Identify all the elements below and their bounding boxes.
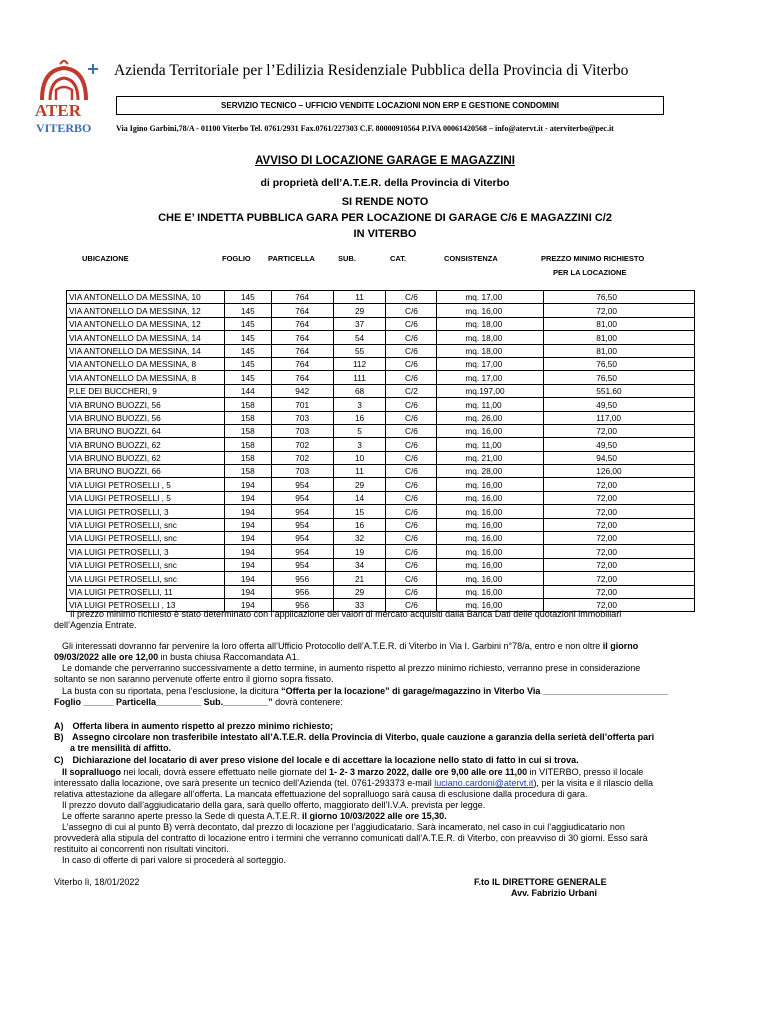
cell-prezzo: 551.60 [544,384,695,397]
cell-sub: 11 [333,465,386,478]
paragraph-envelope [62,686,668,697]
cell-foglio: 158 [224,424,271,437]
paragraph-late: Le domande che perverranno successivamente a detto termine, in aumento rispetto al prezzo minimo richiesto, verranno prese in considerazione [62,663,641,673]
paragraph-inspection-2 [54,778,653,789]
cell-cat: C/6 [386,331,437,344]
notice-heading-3: IN VITERBO [353,228,417,240]
cell-ubicazione: VIA ANTONELLO DA MESSINA, 8 [67,357,225,370]
cell-prezzo: 126,00 [544,465,695,478]
cell-sub: 10 [333,451,386,464]
cell-foglio: 158 [224,438,271,451]
technician-email-link[interactable]: luciano.cardoni@atervt.it [434,778,534,788]
cell-ubicazione: VIA LUIGI PETROSELLI, 3 [67,545,225,558]
cell-prezzo: 81,00 [544,317,695,330]
cell-consistenza: mq. 18,00 [437,317,544,330]
cell-cat: C/6 [386,438,437,451]
deadline-text-2: in busta chiusa Raccomandata A1. [160,652,300,662]
opening-text: Le offerte saranno aperte presso la Sede di questa A.T.E.R. [62,811,300,821]
cell-sub: 11 [333,291,386,304]
cell-prezzo: 49,50 [544,438,695,451]
contact-address: Via Igino Garbini,78/A - 01100 Viterbo Tel. 0761/2931 Fax.0761/227303 C.F. 80000910564 P.IVA 00061420568 – info@atervt.it - aterviterbo@pec.it [116,124,614,133]
col-header-cat: CAT. [390,254,407,263]
table-row [67,572,695,585]
deadline-text: Gli interessati dovranno far pervenire la loro offerta all’Ufficio Protocollo dell’A.T.E.R. di Viterbo in Via I. Garbini n°78/a, entro e non oltre [62,641,601,651]
cell-consistenza: mq. 16,00 [437,505,544,518]
cell-cat: C/6 [386,371,437,384]
cell-cat: C/6 [386,304,437,317]
cell-cat: C/6 [386,545,437,558]
logo-text-viterbo: VITERBO [36,121,92,134]
cell-cat: C/6 [386,451,437,464]
cell-cat: C/6 [386,491,437,504]
cell-sub: 29 [333,585,386,598]
cell-foglio: 145 [224,357,271,370]
cell-prezzo: 72,00 [544,304,695,317]
logo-text-ater: ATER [35,101,81,120]
cell-cat: C/6 [386,411,437,424]
cell-particella: 954 [271,518,333,531]
paragraph-opening [62,811,447,822]
cell-ubicazione: P.LE DEI BUCCHERI, 9 [67,384,225,397]
list-marker-b: B) [54,732,64,742]
cell-consistenza: mq. 17,00 [437,357,544,370]
cell-sub: 54 [333,331,386,344]
table-row [67,317,695,330]
cell-consistenza: mq. 16,00 [437,545,544,558]
cell-prezzo: 49,50 [544,398,695,411]
table-row [67,465,695,478]
cell-ubicazione: VIA LUIGI PETROSELLI, snc [67,532,225,545]
col-header-prezzo-2: PER LA LOCAZIONE [553,268,627,277]
list-marker-a: A) [54,721,64,731]
cell-sub: 14 [333,491,386,504]
cell-sub: 33 [333,598,386,611]
cell-ubicazione: VIA BRUNO BUOZZI, 66 [67,465,225,478]
envelope-fields: Foglio ______ Particella_________ Sub._________” [54,697,273,707]
cell-consistenza: mq. 16,00 [437,598,544,611]
cell-particella: 954 [271,545,333,558]
cell-particella: 702 [271,451,333,464]
cell-foglio: 145 [224,331,271,344]
cell-sub: 111 [333,371,386,384]
cell-prezzo: 72,00 [544,572,695,585]
cell-ubicazione: VIA ANTONELLO DA MESSINA, 12 [67,304,225,317]
cell-sub: 19 [333,545,386,558]
cell-sub: 15 [333,505,386,518]
cell-foglio: 194 [224,598,271,611]
table-row [67,478,695,491]
table-row [67,438,695,451]
table-row [67,505,695,518]
table-row [67,558,695,571]
list-text-b-2: a tre mensilità di affitto. [70,743,172,753]
cell-prezzo: 76,50 [544,291,695,304]
cell-particella: 703 [271,465,333,478]
cell-particella: 954 [271,532,333,545]
cell-particella: 702 [271,438,333,451]
cell-consistenza: mq. 16,00 [437,478,544,491]
cell-consistenza: mq. 26,00 [437,411,544,424]
inspection-text-2: in VITERBO, presso il locale [529,767,644,777]
cell-ubicazione: VIA LUIGI PETROSELLI, 3 [67,505,225,518]
table-row [67,384,695,397]
cell-foglio: 194 [224,518,271,531]
cell-ubicazione: VIA BRUNO BUOZZI, 62 [67,438,225,451]
cell-consistenza: mq. 16,00 [437,572,544,585]
cell-ubicazione: VIA ANTONELLO DA MESSINA, 8 [67,371,225,384]
cell-consistenza: mq. 16,00 [437,304,544,317]
cell-particella: 954 [271,491,333,504]
cell-foglio: 145 [224,304,271,317]
cell-sub: 3 [333,398,386,411]
price-note-2: dell’Agenzia Entrate. [54,620,137,630]
cell-ubicazione: VIA BRUNO BUOZZI, 62 [67,451,225,464]
cell-cat: C/6 [386,291,437,304]
inspection-text-4: ), per la visita e il rilascio della [533,778,653,788]
list-item-b [54,732,654,743]
cell-prezzo: 72,00 [544,505,695,518]
paragraph-price-vat: Il prezzo dovuto dall’aggiudicatario della gara, sarà quello offerto, maggiorato dell’I.V.A. prevista per legge. [62,800,486,810]
inspection-text: nei locali, dovrà essere effettuato nelle giornate del [123,767,327,777]
table-row [67,291,695,304]
list-text-c: Dichiarazione del locatario di aver preso visione del locale e di accettare la locazione nello stato di fatto in cui si trova. [72,755,579,765]
table-row [67,411,695,424]
paragraph-inspection-3: relativa attestazione da allegare all’offerta. La mancata effettuazione del sopralluogo sarà causa di esclusione dalla procedura di gara. [54,789,588,799]
cell-prezzo: 72,00 [544,518,695,531]
ater-logo-emblem [34,60,102,134]
cell-cat: C/6 [386,478,437,491]
cell-foglio: 158 [224,411,271,424]
cell-cat: C/6 [386,585,437,598]
cell-ubicazione: VIA BRUNO BUOZZI, 56 [67,411,225,424]
cell-particella: 956 [271,585,333,598]
cell-prezzo: 72,00 [544,585,695,598]
table-row [67,545,695,558]
cell-cat: C/6 [386,558,437,571]
cell-ubicazione: VIA ANTONELLO DA MESSINA, 12 [67,317,225,330]
price-note: Il prezzo minimo richiesto è stato determinato con l’applicazione dei valori di mercato acquisiti dalla Banca Dati delle quotazioni immobiliari [70,609,622,619]
table-row [67,424,695,437]
cell-prezzo: 76,50 [544,357,695,370]
cell-particella: 703 [271,424,333,437]
cell-sub: 21 [333,572,386,585]
cell-prezzo: 72,00 [544,558,695,571]
cell-particella: 764 [271,304,333,317]
cell-foglio: 194 [224,532,271,545]
cell-consistenza: mq. 16,00 [437,585,544,598]
cell-foglio: 194 [224,478,271,491]
notice-heading-2: CHE E’ INDETTA PUBBLICA GARA PER LOCAZIONE DI GARAGE C/6 E MAGAZZINI C/2 [158,212,612,224]
table-row [67,491,695,504]
inspection-text-3: interessato dalla locazione, ove sarà presente un tecnico dell’Azienda (tel. 0761-293373 e-mail [54,778,432,788]
cell-ubicazione: VIA LUIGI PETROSELLI , 5 [67,491,225,504]
cell-cat: C/6 [386,465,437,478]
envelope-label: “Offerta per la locazione” di garage/magazzino in Viterbo Via _________________________ [281,686,669,696]
signature-title: F.to IL DIRETTORE GENERALE [474,877,607,887]
cell-consistenza: mq. 11,00 [437,438,544,451]
cell-prezzo: 76,50 [544,371,695,384]
envelope-text: La busta con su riportata, pena l’esclusione, la dicitura [62,686,279,696]
cell-ubicazione: VIA LUIGI PETROSELLI, snc [67,518,225,531]
cell-particella: 954 [271,478,333,491]
table-row [67,331,695,344]
opening-date: il giorno 10/03/2022 alle ore 15,30. [302,811,447,821]
cell-ubicazione: VIA BRUNO BUOZZI, 64 [67,424,225,437]
cell-ubicazione: VIA ANTONELLO DA MESSINA, 14 [67,344,225,357]
cell-foglio: 194 [224,558,271,571]
notice-heading-1: SI RENDE NOTO [341,196,429,208]
cell-prezzo: 72,00 [544,478,695,491]
cell-particella: 764 [271,357,333,370]
paragraph-inspection [62,767,643,778]
cell-particella: 764 [271,344,333,357]
cell-particella: 764 [271,317,333,330]
cell-cat: C/6 [386,532,437,545]
cell-particella: 942 [271,384,333,397]
cell-foglio: 194 [224,491,271,504]
cell-foglio: 194 [224,572,271,585]
notice-title: AVVISO DI LOCAZIONE GARAGE E MAGAZZINI [255,155,515,167]
cell-consistenza: mq. 18,00 [437,331,544,344]
cell-foglio: 194 [224,545,271,558]
table-row [67,585,695,598]
cell-consistenza: mq. 11,00 [437,398,544,411]
cell-foglio: 144 [224,384,271,397]
col-header-ubicazione: UBICAZIONE [82,254,129,263]
cell-consistenza: mq. 16,00 [437,532,544,545]
cell-consistenza: mq. 28,00 [437,465,544,478]
table-row [67,451,695,464]
cell-ubicazione: VIA LUIGI PETROSELLI, snc [67,558,225,571]
cell-consistenza: mq. 16,00 [437,491,544,504]
paragraph-deadline-2 [54,652,299,663]
cell-foglio: 194 [224,505,271,518]
table-row [67,398,695,411]
cell-ubicazione: VIA BRUNO BUOZZI, 56 [67,398,225,411]
cell-consistenza: mq. 16,00 [437,518,544,531]
table-row [67,357,695,370]
cell-consistenza: mq. 16,00 [437,424,544,437]
properties-table-body [67,291,695,612]
col-header-particella: PARTICELLA [268,254,315,263]
paragraph-cheque-3: restituito ai concorrenti non risultati vincitori. [54,844,229,854]
organization-title: Azienda Territoriale per l’Edilizia Residenziale Pubblica della Provincia di Viterbo [114,62,629,79]
cell-cat: C/6 [386,357,437,370]
cell-particella: 764 [271,371,333,384]
paragraph-deadline [62,641,742,652]
paragraph-cheque-2: provvederà alla stipula del contratto di locazione entro i termini che verranno comunicati dall’A.T.E.R. di Viterbo, con preavviso di 30 giorni. Esso sarà [54,833,648,843]
cell-foglio: 158 [224,465,271,478]
table-row [67,532,695,545]
list-item-a [54,721,333,732]
cell-cat: C/6 [386,317,437,330]
cell-foglio: 145 [224,371,271,384]
cell-sub: 55 [333,344,386,357]
cell-sub: 16 [333,411,386,424]
cell-particella: 703 [271,411,333,424]
cell-sub: 5 [333,424,386,437]
cell-cat: C/2 [386,384,437,397]
cell-prezzo: 94,50 [544,451,695,464]
cell-ubicazione: VIA ANTONELLO DA MESSINA, 14 [67,331,225,344]
paragraph-late-2: soltanto se non saranno pervenute offerte entro il giorno sopra fissato. [54,674,334,684]
list-marker-c: C) [54,755,64,765]
cell-sub: 34 [333,558,386,571]
document-date: Viterbo lì, 18/01/2022 [54,877,140,887]
cell-foglio: 145 [224,291,271,304]
cell-prezzo: 72,00 [544,532,695,545]
cell-prezzo: 72,00 [544,598,695,611]
paragraph-draw: In caso di offerte di pari valore si procederà al sorteggio. [62,855,286,865]
cell-cat: C/6 [386,424,437,437]
cell-prezzo: 72,00 [544,545,695,558]
envelope-text-2: dovrà contenere: [275,697,343,707]
ater-logo [34,60,102,134]
cell-consistenza: mq. 17,00 [437,291,544,304]
cell-prezzo: 72,00 [544,491,695,504]
cell-sub: 3 [333,438,386,451]
cell-prezzo: 81,00 [544,331,695,344]
service-banner: SERVIZIO TECNICO – UFFICIO VENDITE LOCAZIONI NON ERP E GESTIONE CONDOMINI [116,96,664,115]
col-header-foglio: FOGLIO [222,254,251,263]
cell-cat: C/6 [386,505,437,518]
deadline-label: il giorno [602,641,639,651]
paragraph-envelope-2 [54,697,343,708]
cell-foglio: 145 [224,317,271,330]
list-text-b: Assegno circolare non trasferibile intestato all’A.T.E.R. della Provincia di Viterbo, quale cauzione a garanzia della serietà dell’offerta pari [72,732,655,742]
cell-sub: 29 [333,478,386,491]
cell-sub: 32 [333,532,386,545]
cell-cat: C/6 [386,572,437,585]
inspection-dates: 1- 2- 3 marzo 2022, dalle ore 9,00 alle ore 11,00 [329,767,528,777]
cell-particella: 701 [271,398,333,411]
cell-ubicazione: VIA LUIGI PETROSELLI, snc [67,572,225,585]
cell-foglio: 194 [224,585,271,598]
list-item-c [54,755,579,766]
cell-sub: 112 [333,357,386,370]
cell-sub: 68 [333,384,386,397]
cell-ubicazione: VIA LUIGI PETROSELLI, 11 [67,585,225,598]
cell-foglio: 158 [224,451,271,464]
inspection-label: Il sopralluogo [62,767,122,777]
col-header-sub: SUB. [338,254,356,263]
cell-particella: 954 [271,505,333,518]
col-header-prezzo: PREZZO MINIMO RICHIESTO [541,254,645,263]
cell-foglio: 145 [224,344,271,357]
cell-consistenza: mq.197,00 [437,384,544,397]
cell-consistenza: mq. 18,00 [437,344,544,357]
cell-particella: 764 [271,291,333,304]
cell-prezzo: 81,00 [544,344,695,357]
cell-particella: 956 [271,572,333,585]
cell-cat: C/6 [386,398,437,411]
cell-sub: 16 [333,518,386,531]
deadline-date: 09/03/2022 alle ore 12,00 [54,652,159,662]
cell-particella: 956 [271,598,333,611]
cell-cat: C/6 [386,344,437,357]
cell-cat: C/6 [386,598,437,611]
cell-ubicazione: VIA LUIGI PETROSELLI , 5 [67,478,225,491]
cell-consistenza: mq. 16,00 [437,558,544,571]
cell-ubicazione: VIA LUIGI PETROSELLI , 13 [67,598,225,611]
cell-cat: C/6 [386,518,437,531]
table-row [67,344,695,357]
signature-name: Avv. Fabrizio Urbani [511,888,598,898]
cell-sub: 29 [333,304,386,317]
notice-subtitle: di proprietà dell’A.T.E.R. della Provincia di Viterbo [260,177,510,189]
table-row [67,371,695,384]
table-row [67,304,695,317]
cell-consistenza: mq. 17,00 [437,371,544,384]
col-header-consistenza: CONSISTENZA [444,254,498,263]
cell-particella: 954 [271,558,333,571]
list-text-a: Offerta libera in aumento rispetto al prezzo minimo richiesto; [72,721,334,731]
properties-table [66,290,695,612]
cell-consistenza: mq. 21,00 [437,451,544,464]
cell-particella: 764 [271,331,333,344]
table-row [67,518,695,531]
cell-prezzo: 117,00 [544,411,695,424]
cell-prezzo: 72,00 [544,424,695,437]
paragraph-cheque: L’assegno di cui al punto B) verrà decontato, dal prezzo di locazione per l’aggiudicatario. Sarà incamerato, nel caso in cui l’aggiudicatario non [62,822,625,832]
cell-ubicazione: VIA ANTONELLO DA MESSINA, 10 [67,291,225,304]
cell-foglio: 158 [224,398,271,411]
cell-sub: 37 [333,317,386,330]
